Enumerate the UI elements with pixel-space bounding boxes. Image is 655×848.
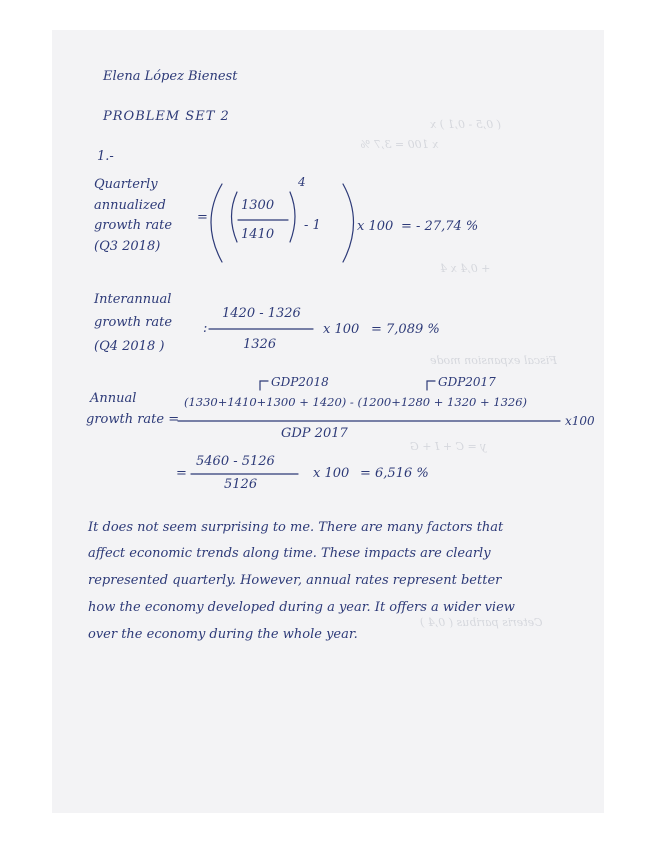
q1-outer-left-paren bbox=[211, 184, 222, 262]
q1-outer-right-paren bbox=[343, 184, 354, 262]
show-through-text: Fiscal expansion mode bbox=[430, 354, 557, 367]
show-through-text: x 100 = 3,7 % bbox=[360, 138, 439, 151]
q1-label-line: growth rate bbox=[94, 218, 173, 233]
brace-gdp2018 bbox=[260, 381, 268, 390]
answer-paragraph-line: how the economy developed during a year. It offers a wider view bbox=[88, 600, 515, 615]
q3-eq2-times-100: x 100 bbox=[313, 466, 350, 481]
answer-paragraph-line: over the economy during the whole year. bbox=[88, 627, 358, 642]
answer-paragraph-line: represented quarterly. However, annual rates represent better bbox=[88, 573, 502, 588]
q3-eq2-numerator: 5460 - 5126 bbox=[196, 454, 275, 469]
q1-label-line: annualized bbox=[94, 198, 166, 213]
q1-inner-left-paren bbox=[232, 192, 238, 242]
q1-equals: = bbox=[197, 210, 208, 225]
show-through-text: Ceteris paribus ( 0,4 ) bbox=[420, 616, 543, 629]
brace-label-gdp2018: GDP2018 bbox=[271, 375, 329, 389]
q3-label-line: growth rate = bbox=[86, 412, 180, 427]
q3-numerator: (1330+1410+1300 + 1420) - (1200+1280 + 1320 + 1326) bbox=[184, 395, 528, 409]
q3-denominator: GDP 2017 bbox=[281, 426, 348, 441]
q2-times-100: x 100 bbox=[323, 322, 360, 337]
q2-label-line: (Q4 2018 ) bbox=[94, 339, 165, 354]
q2-numerator: 1420 - 1326 bbox=[222, 306, 301, 321]
show-through-text: y = C + I + G bbox=[410, 440, 487, 453]
q1-inner-numerator: 1300 bbox=[241, 198, 275, 213]
q1-inner-denominator: 1410 bbox=[241, 227, 275, 242]
show-through-text: + 0,4 x 4 bbox=[440, 262, 491, 275]
q3-eq2-denominator: 5126 bbox=[224, 477, 258, 492]
q2-label-line: growth rate bbox=[94, 315, 173, 330]
q3-eq2-equals: = bbox=[176, 466, 187, 481]
q1-exponent: 4 bbox=[298, 175, 306, 189]
problem-number: 1.- bbox=[97, 149, 114, 164]
q1-inner-right-paren bbox=[290, 192, 295, 242]
document-title: PROBLEM SET 2 bbox=[103, 109, 230, 124]
q1-label-line: (Q3 2018) bbox=[94, 239, 161, 254]
answer-paragraph-line: affect economic trends along time. These impacts are clearly bbox=[88, 546, 491, 561]
q3-eq2-result: = 6,516 % bbox=[360, 466, 429, 481]
q2-result: = 7,089 % bbox=[371, 322, 440, 337]
answer-paragraph-line: It does not seem surprising to me. There are many factors that bbox=[88, 520, 504, 535]
show-through-text: ( 0,5 - 0,1 ) x bbox=[430, 118, 501, 131]
author-name: Elena López Bienest bbox=[103, 69, 238, 84]
q1-times-100: x 100 bbox=[357, 219, 394, 234]
q2-label-line: Interannual bbox=[94, 292, 172, 307]
q1-label-line: Quarterly bbox=[94, 177, 158, 192]
q3-times-100: x100 bbox=[565, 414, 595, 428]
q1-result: = - 27,74 % bbox=[401, 219, 479, 234]
brace-label-gdp2017: GDP2017 bbox=[438, 375, 496, 389]
q2-denominator: 1326 bbox=[243, 337, 277, 352]
q3-label-line: Annual bbox=[90, 391, 137, 406]
q1-minus-one: - 1 bbox=[304, 218, 321, 233]
q2-colon: : bbox=[203, 321, 208, 336]
brace-gdp2017 bbox=[427, 381, 435, 390]
